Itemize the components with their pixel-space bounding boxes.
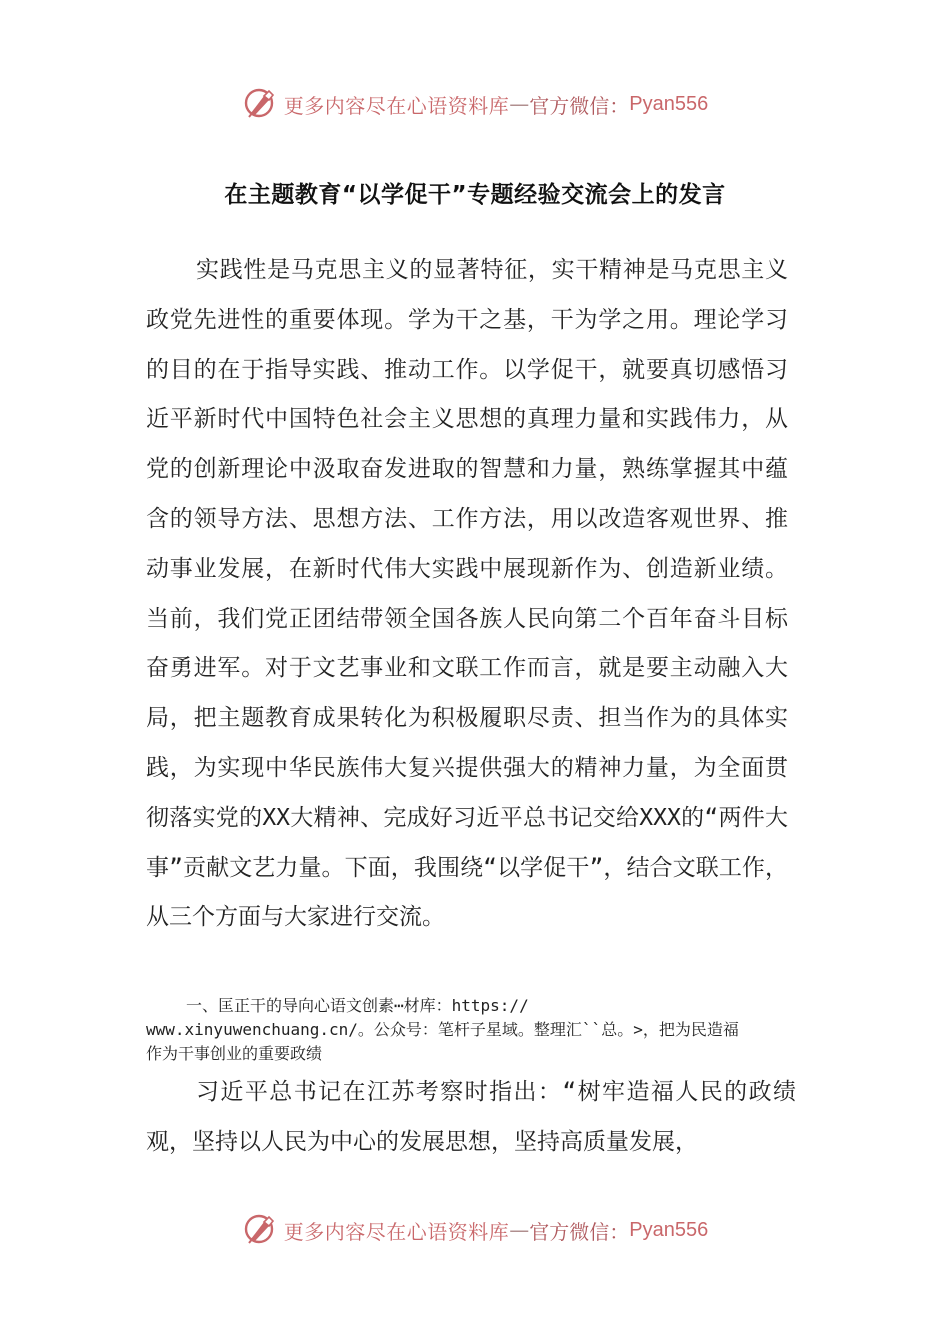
banner-brand-text: 更多内容尽在心语资料库 [283,93,510,118]
section-heading-line-2: www.xinyuwenchuang.cn/。公众号：笔杆子星域。整理汇``总。>，把为民造福 [146,1020,739,1039]
pen-nib-logo-icon [242,86,278,122]
footer-banner [0,1210,950,1250]
paragraph-intro: 实践性是马克思主义的显著特征，实干精神是马克思主义政党先进性的重要体现。学为干之基，干为学之用。理论学习的目的在于指导实践、推动工作。以学促干，就要真切感悟习近平新时代中国特色社会主义思想的真理力量和实践伟力，从党的创新理论中汲取奋发进取的智慧和力量，熟练掌握其中蕴含的领导方法、思想方法、工作方法，用以改造客观世界、推动事业发展，在新时代伟大实践中展现新作为、创造新业绩。当前，我们党正团结带领全国各族人民向第二个百年奋斗目标奋勇进军。对于文艺事业和文联工作而言，就是要主动融入大局，把主题教育成果转化为积极履职尽责、担当作为的具体实践，为实现中华民族伟大复兴提供强大的精神力量，为全面贯彻落实党的XX大精神、完成好习近平总书记交给XXX的“两件大事”贡献文艺力量。下面，我围绕“以学促干”，结合文联工作，从三个方面与大家进行交流。 [146,257,788,931]
document-title: 在主题教育“以学促干”专题经验交流会上的发言 [224,182,726,208]
banner-brand-text: 更多内容尽在心语资料库 [283,1219,510,1244]
banner-dash: — [509,1218,530,1242]
banner-wechat-id: Pyan556 [629,92,709,115]
pen-nib-logo-icon [242,1212,278,1248]
banner-dash: — [509,92,530,116]
banner-wechat-label: 官方微信： [529,1219,630,1244]
section-heading-one [146,994,812,1066]
section-heading-line-1: 一、匡正干的导向心语文创素⋯材库：https:// [186,996,529,1015]
header-banner [0,84,950,124]
section-heading-line-3: 作为干事创业的重要政绩 [146,1044,323,1063]
banner-wechat-label: 官方微信： [529,93,630,118]
paragraph-section-one: 习近平总书记在江苏考察时指出：“树牢造福人民的政绩观，坚持以人民为中心的发展思想，坚持高质量发展， [146,1079,796,1155]
banner-wechat-id: Pyan556 [629,1218,709,1241]
